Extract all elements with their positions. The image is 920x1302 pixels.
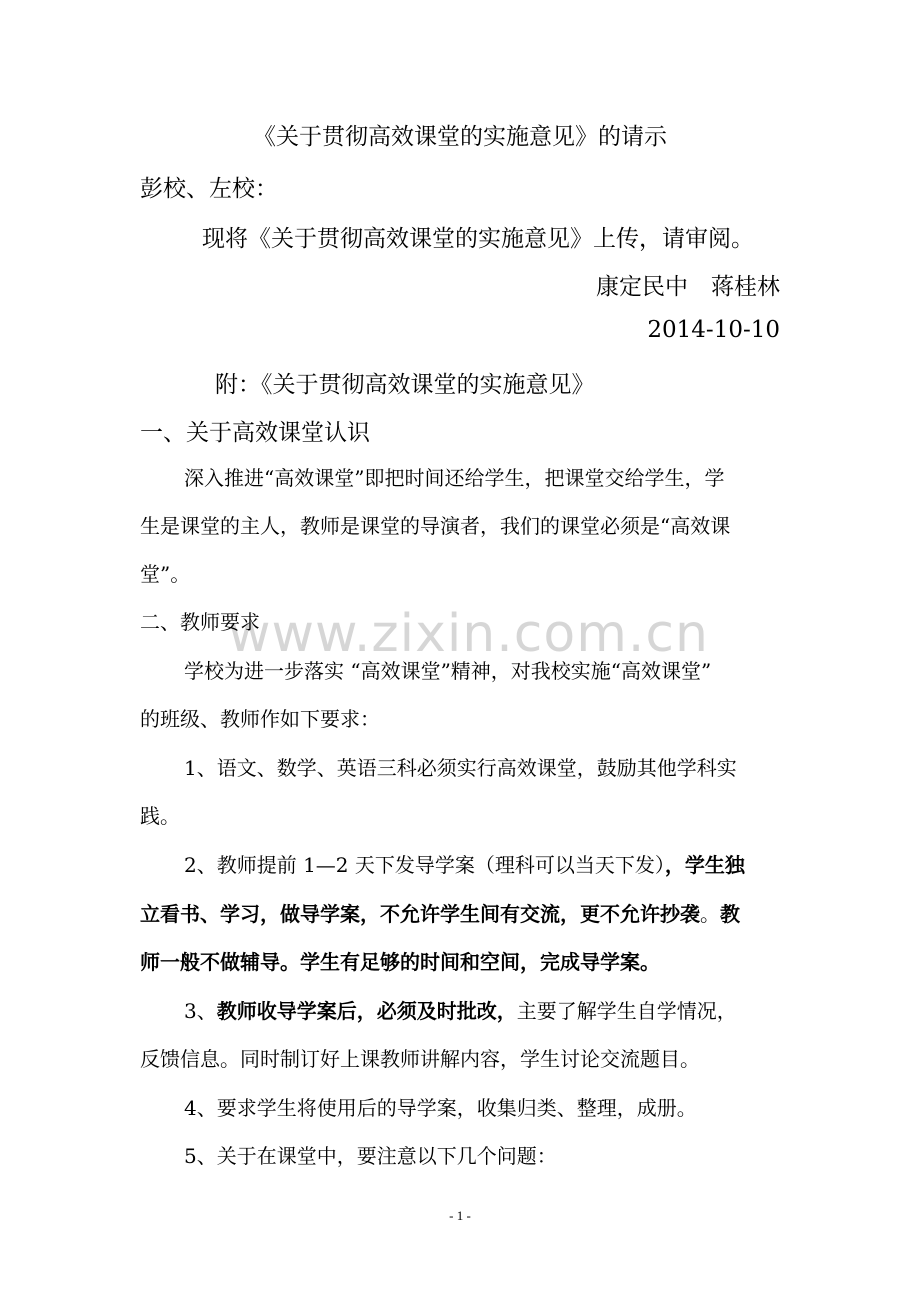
section2-paragraph-line1: 学校为进一步落实 “高效课堂”精神，对我校实施“高效课堂” — [184, 659, 712, 683]
item2-line3: 师一般不做辅导。学生有足够的时间和空间，完成导学案。 — [140, 950, 660, 974]
item3-line2: 反馈信息。同时制订好上课教师讲解内容，学生讨论交流题目。 — [140, 1047, 700, 1071]
section1-heading: 一、关于高效课堂认识 — [140, 420, 370, 446]
item1-line2: 践。 — [140, 804, 180, 828]
section1-paragraph-line2: 生是课堂的主人，教师是课堂的导演者，我们的课堂必须是“高效课 — [140, 514, 731, 538]
signature: 康定民中 蒋桂林 — [596, 274, 780, 300]
item3-line1-bold: 教师收导学案后，必须及时批改， — [216, 999, 517, 1023]
section1-paragraph-line1: 深入推进“高效课堂”即把时间还给学生，把课堂交给学生，学 — [184, 466, 725, 490]
watermark: www.zixin.com.cn — [228, 604, 709, 664]
item2-line2-tail: 教 — [720, 902, 740, 926]
section2-heading: 二、教师要求 — [140, 610, 260, 634]
item2-line2-bold: 立看书、学习，做导学案，不允许学生间有交流，更不允许抄袭 — [140, 902, 700, 926]
item3-line1-number: 3、 — [184, 999, 217, 1023]
item2-line1-normal: 2、教师提前 1—2 天下发导学案（理科可以当天下发） — [184, 853, 665, 877]
item3-line1-normal: 主要了解学生自学情况， — [516, 999, 737, 1023]
page-number: - 1 - — [449, 1208, 471, 1223]
item5-line: 5、关于在课堂中，要注意以下几个问题： — [184, 1144, 557, 1168]
item1-line1: 1、语文、数学、英语三科必须实行高效课堂，鼓励其他学科实 — [184, 756, 737, 780]
attachment-line: 附：《关于贯彻高效课堂的实施意见》 — [215, 372, 595, 398]
item2-line1 — [184, 849, 920, 878]
date: 2014-10-10 — [647, 317, 780, 343]
item4-line: 4、要求学生将使用后的导学案，收集归类、整理，成册。 — [184, 1096, 697, 1120]
intro-text: 现将《关于贯彻高效课堂的实施意见》上传，请审阅。 — [202, 226, 754, 252]
section2-paragraph-line2: 的班级、教师作如下要求： — [140, 707, 380, 731]
salutation: 彭校、左校： — [140, 176, 278, 202]
item3-line1 — [184, 995, 920, 1024]
item2-line2-period: 。 — [700, 902, 720, 926]
item2-line2 — [140, 898, 920, 927]
section1-paragraph-line3: 堂”。 — [140, 562, 191, 586]
item2-line1-bold: ，学生独 — [664, 853, 745, 877]
doc-title: 《关于贯彻高效课堂的实施意见》的请示 — [253, 124, 667, 150]
